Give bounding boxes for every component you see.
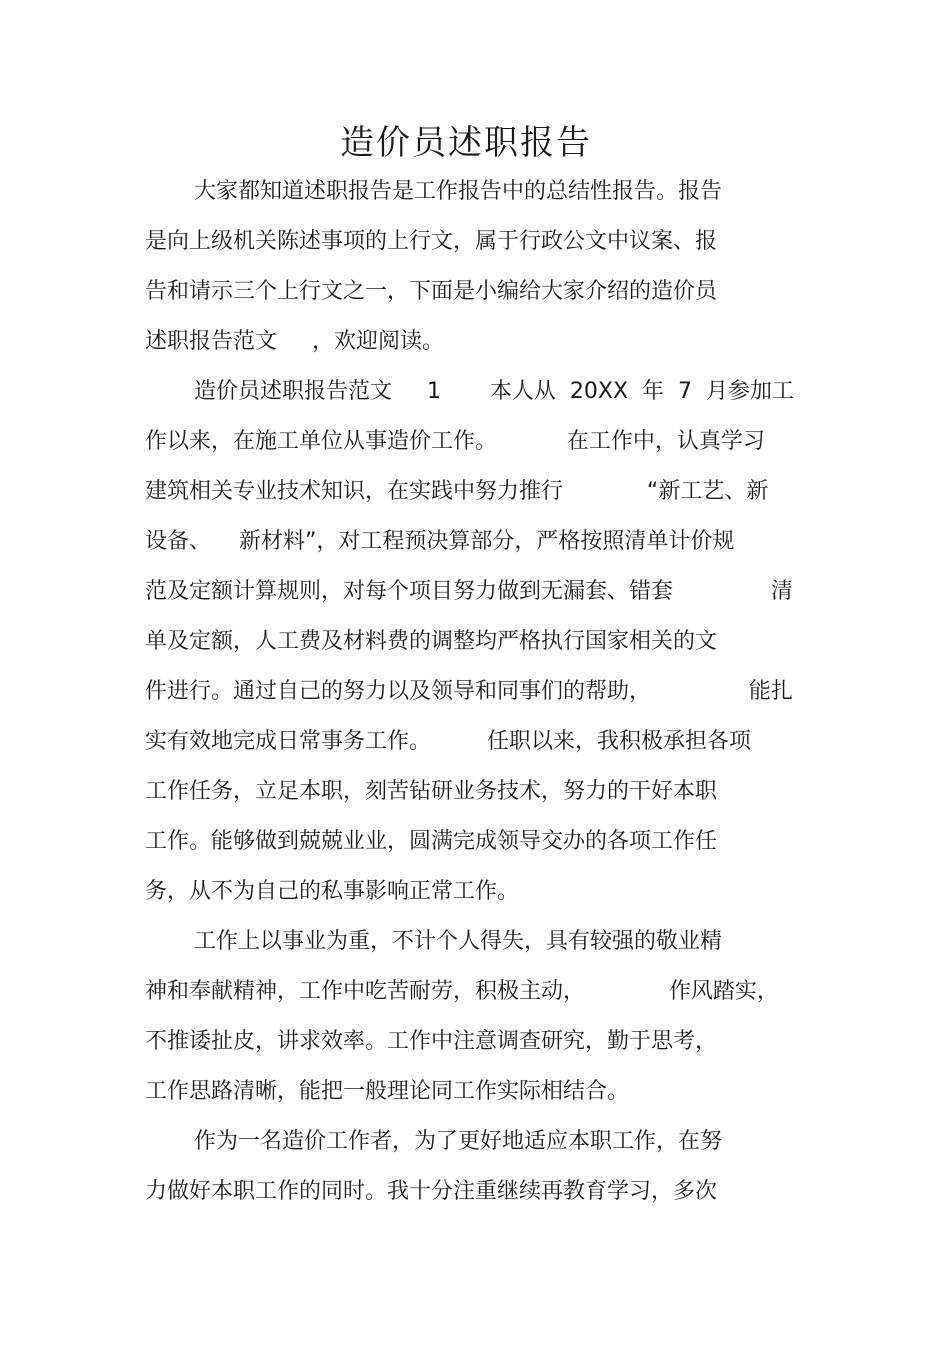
paragraph-2-line-4: 设备、 新材料”，对工程预决算部分，严格按照清单计价规 (145, 529, 735, 554)
paragraph-4-line-1: 作为一名造价工作者，为了更好地适应本职工作，在努 (194, 1129, 723, 1154)
paragraph-2-line-11: 务，从不为自己的私事影响正常工作。 (145, 879, 520, 904)
paragraph-3-line-4: 工作思路清晰，能把一般理论同工作实际相结合。 (145, 1079, 630, 1104)
paragraph-1-line-3: 告和请示三个上行文之一，下面是小编给大家介绍的造价员 (145, 279, 718, 304)
document-title: 造价员述职报告 (340, 123, 592, 163)
paragraph-2-line-6: 单及定额，人工费及材料费的调整均严格执行国家相关的文 (145, 629, 718, 654)
paragraph-3-line-2: 神和奉献精神，工作中吃苦耐劳，积极主动， 作风踏实， (145, 979, 779, 1004)
paragraph-1-line-4: 述职报告范文 ，欢迎阅读。 (145, 329, 444, 354)
paragraph-1-line-1: 大家都知道述职报告是工作报告中的总结性报告。报告 (194, 179, 723, 204)
paragraph-2-line-5: 范及定额计算规则，对每个项目努力做到无漏套、错套 清 (145, 579, 793, 604)
paragraph-3-line-1: 工作上以事业为重，不计个人得失，具有较强的敬业精 (194, 929, 723, 954)
paragraph-2-line-7: 件进行。通过自己的努力以及领导和同事们的帮助， 能扎 (145, 679, 793, 704)
paragraph-2-line-2: 作以来，在施工单位从事造价工作。 在工作中，认真学习 (145, 429, 765, 454)
paragraph-2-line-10: 工作。能够做到兢兢业业，圆满完成领导交办的各项工作任 (145, 829, 718, 854)
paragraph-4-line-2: 力做好本职工作的同时。我十分注重继续再教育学习，多次 (145, 1179, 718, 1204)
paragraph-2-line-1: 造价员述职报告范文 1 本人从 20XX 年 7 月参加工 (194, 379, 794, 404)
paragraph-2-line-3: 建筑相关专业技术知识，在实践中努力推行 “新工艺、新 (145, 479, 769, 504)
paragraph-2-line-8: 实有效地完成日常事务工作。 任职以来，我积极承担各项 (145, 729, 751, 754)
paragraph-3-line-3: 不推诿扯皮，讲求效率。工作中注意调查研究，勤于思考， (145, 1029, 718, 1054)
paragraph-2-line-9: 工作任务，立足本职，刻苦钻研业务技术，努力的干好本职 (145, 779, 718, 804)
paragraph-1-line-2: 是向上级机关陈述事项的上行文，属于行政公文中议案、报 (145, 229, 718, 254)
